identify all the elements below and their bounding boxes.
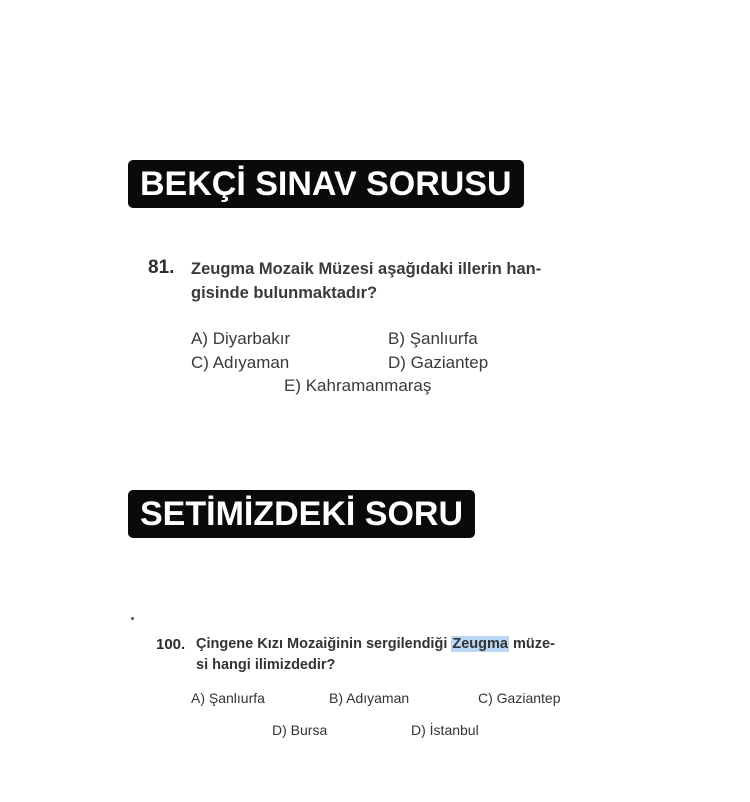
option-b: B) Adıyaman xyxy=(329,690,410,706)
question-text-line-2: si hangi ilimizdedir? xyxy=(196,657,336,673)
question-text-part: müze- xyxy=(508,636,555,652)
option-d: D) Bursa xyxy=(272,722,328,738)
option-a: A) Şanlıurfa xyxy=(191,690,265,706)
option-b: B) Şanlıurfa xyxy=(388,329,478,348)
question-number: 100. xyxy=(156,636,186,653)
option-a: A) Diyarbakır xyxy=(191,329,291,348)
option-e: E) Kahramanmaraş xyxy=(284,376,432,395)
option-d: D) Gaziantep xyxy=(388,353,489,372)
option-e: D) İstanbul xyxy=(411,722,479,738)
question-number: 81. xyxy=(148,257,175,278)
question-text-line-1 xyxy=(196,636,555,652)
title-banner-exam-question: BEKÇİ SINAV SORUSU xyxy=(128,160,524,208)
question-text-line-2: gisinde bulunmaktadır? xyxy=(191,284,378,302)
option-c: C) Gaziantep xyxy=(478,690,561,706)
question-text-line-1: Zeugma Mozaik Müzesi aşağıdaki illerin han- xyxy=(191,260,542,278)
scan-speck xyxy=(131,617,134,620)
question-text-part: Çingene Kızı Mozaiğinin sergilendiği xyxy=(196,636,452,652)
highlighted-word: Zeugma xyxy=(452,636,508,652)
option-c: C) Adıyaman xyxy=(191,353,290,372)
title-banner-set-question: SETİMİZDEKİ SORU xyxy=(128,490,475,538)
